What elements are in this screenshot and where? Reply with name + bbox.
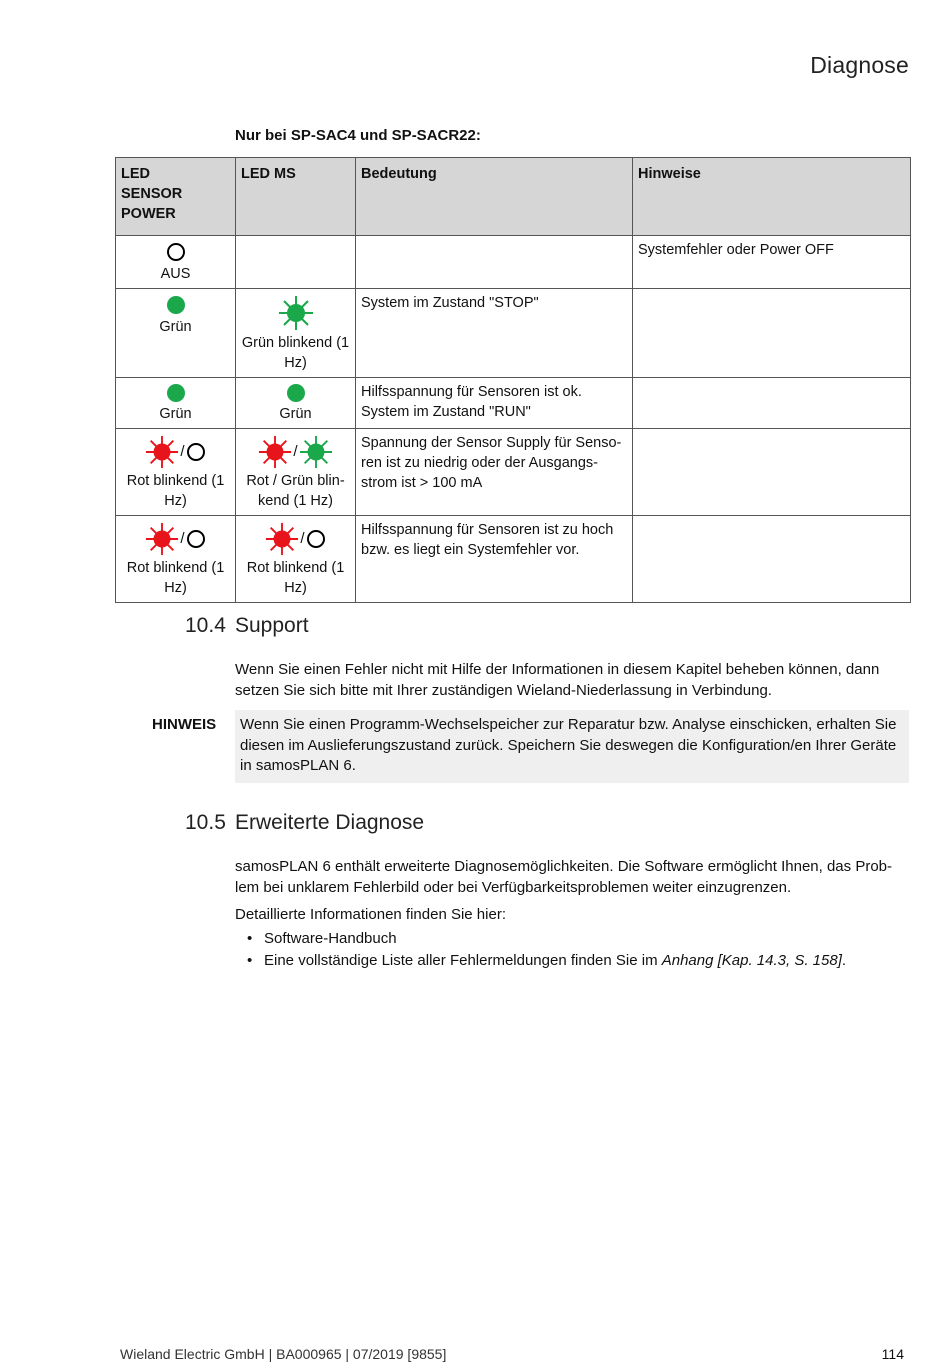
slash-separator: /: [180, 530, 185, 547]
cell-bedeutung: System im Zustand "STOP": [356, 289, 633, 378]
led-red-blinking-icon: [258, 435, 292, 469]
led-green-icon: [166, 295, 186, 315]
appendix-link[interactable]: Anhang [Kap. 14.3, S. 158]: [661, 952, 842, 969]
slash-separator: /: [293, 443, 298, 460]
led-off-icon: [186, 442, 206, 462]
cell-hinweise: [633, 516, 911, 603]
cell-led-sensor-power: AUS: [116, 236, 236, 289]
led-off-icon: [186, 529, 206, 549]
section-number: 10.4: [185, 614, 226, 637]
slash-separator: /: [180, 443, 185, 460]
page-header-title: Diagnose: [810, 52, 909, 78]
section-title: Erweiterte Diagnose: [235, 811, 425, 834]
note-label: HINWEIS: [152, 716, 217, 733]
header-led-sensor-power: LED SENSOR POWER: [116, 158, 236, 236]
cell-led-ms: / Rot blinkend (1 Hz): [236, 516, 356, 603]
section-title: Support: [235, 614, 309, 637]
table-row: [116, 289, 911, 378]
info-bullet-list: [235, 928, 910, 972]
cell-hinweise: [633, 429, 911, 516]
note-box: Wenn Sie einen Programm-Wechselspeicher zur Reparatur bzw. Analyse einschicken, erhalten Sie diesen im Auslieferungszustand zurück. Speichern Sie deswegen die Konfiguration/en Ihrer Geräte in samosPLAN 6.: [235, 710, 909, 783]
table-caption: Nur bei SP-SAC4 und SP-SACR22:: [235, 127, 481, 144]
header-led-ms: LED MS: [236, 158, 356, 236]
cell-bedeutung: Hilfsspannung für Sensoren ist zu hoch bzw. es liegt ein Systemfehler vor.: [356, 516, 633, 603]
page-number: 114: [881, 1346, 904, 1362]
support-paragraph: Wenn Sie einen Fehler nicht mit Hilfe der Informationen in diesem Kapitel beheben können, dann setzen Sie sich bitte mit Ihrer zuständigen Wieland-Niederlassung in Verbindung.: [235, 661, 880, 699]
list-item: • Software-Handbuch: [235, 928, 910, 950]
table-row: [116, 236, 911, 289]
diagnose-info: Detaillierte Informationen finden Sie hier:: [235, 906, 506, 923]
cell-bedeutung: [356, 236, 633, 289]
diagnose-paragraph: samosPLAN 6 enthält erweiterte Diagnosemöglichkeiten. Die Software ermöglicht Ihnen, das Prob-lem bei unklarem Fehlerbild oder bei Verfügbarkeitsproblemen weiter einzugrenzen.: [235, 858, 892, 896]
cell-led-sensor-power: / Rot blinkend (1 Hz): [116, 429, 236, 516]
cell-bedeutung: Spannung der Sensor Supply für Senso-ren ist zu niedrig oder der Ausgangs-strom ist > 100 mA: [356, 429, 633, 516]
led-off-icon: [306, 529, 326, 549]
led-red-blinking-icon: [145, 435, 179, 469]
table-row: [116, 429, 911, 516]
section-heading-support: [185, 614, 309, 638]
cell-hinweise: [633, 289, 911, 378]
list-item: • Eine vollständige Liste aller Fehlermeldungen finden Sie im Anhang [Kap. 14.3, S. 158].: [235, 950, 910, 972]
led-status-table: [115, 157, 911, 603]
footer-publisher: Wieland Electric GmbH | BA000965 | 07/2019 [9855]: [120, 1346, 447, 1362]
led-green-icon: [286, 383, 306, 403]
cell-led-ms: [236, 236, 356, 289]
led-green-icon: [166, 383, 186, 403]
cell-hinweise: [633, 378, 911, 429]
led-red-blinking-icon: [265, 522, 299, 556]
led-green-blinking-icon: [299, 435, 333, 469]
table-row: [116, 378, 911, 429]
cell-hinweise: Systemfehler oder Power OFF: [633, 236, 911, 289]
cell-led-sensor-power: / Rot blinkend (1 Hz): [116, 516, 236, 603]
table-header-row: [116, 158, 911, 236]
cell-led-sensor-power: Grün: [116, 289, 236, 378]
cell-bedeutung: Hilfsspannung für Sensoren ist ok. System im Zustand "RUN": [356, 378, 633, 429]
cell-led-ms: / Rot / Grün blin-kend (1 Hz): [236, 429, 356, 516]
cell-led-sensor-power: Grün: [116, 378, 236, 429]
header-bedeutung: Bedeutung: [356, 158, 633, 236]
slash-separator: /: [300, 530, 305, 547]
section-heading-diagnose: [185, 811, 424, 835]
table-row: [116, 516, 911, 603]
led-off-icon: [166, 242, 186, 262]
header-hinweise: Hinweise: [633, 158, 911, 236]
led-red-blinking-icon: [145, 522, 179, 556]
led-green-blinking-icon: [278, 295, 314, 331]
cell-led-ms: Grün: [236, 378, 356, 429]
cell-led-ms: Grün blinkend (1 Hz): [236, 289, 356, 378]
section-number: 10.5: [185, 811, 226, 834]
